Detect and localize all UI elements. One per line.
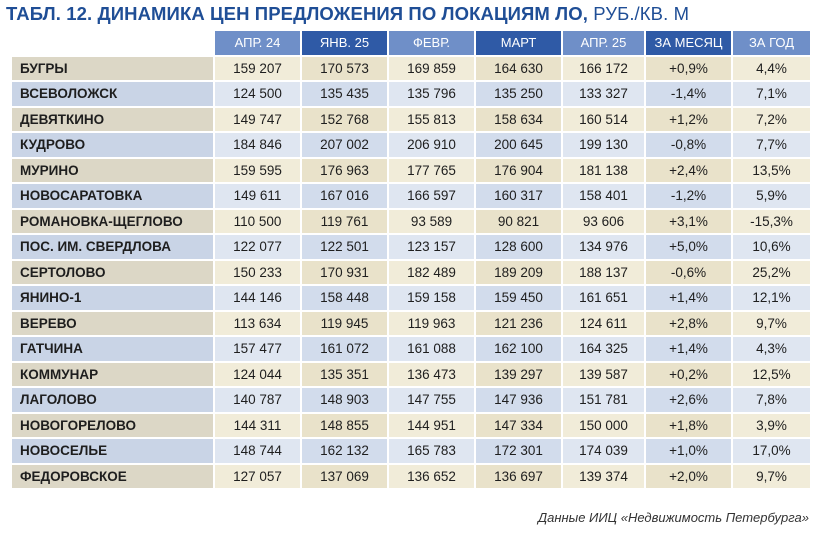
table-row — [12, 108, 811, 132]
value-cell: 124 611 — [563, 312, 644, 336]
table-row — [12, 439, 811, 463]
value-cell: 127 057 — [215, 465, 300, 489]
location-name-cell: ДЕВЯТКИНО — [12, 108, 213, 132]
value-cell: 172 301 — [476, 439, 561, 463]
value-cell: 93 606 — [563, 210, 644, 234]
value-cell: 4,4% — [733, 57, 810, 81]
value-cell: 139 374 — [563, 465, 644, 489]
value-cell: 206 910 — [389, 133, 474, 157]
value-cell: 110 500 — [215, 210, 300, 234]
value-cell: 4,3% — [733, 337, 810, 361]
value-cell: 124 044 — [215, 363, 300, 387]
value-cell: 207 002 — [302, 133, 387, 157]
value-cell: 135 351 — [302, 363, 387, 387]
table-row — [12, 337, 811, 361]
value-cell: 137 069 — [302, 465, 387, 489]
value-cell: 139 297 — [476, 363, 561, 387]
value-cell: 144 146 — [215, 286, 300, 310]
table-row — [12, 184, 811, 208]
value-cell: +2,6% — [646, 388, 731, 412]
value-cell: 150 233 — [215, 261, 300, 285]
value-cell: 148 903 — [302, 388, 387, 412]
value-cell: 13,5% — [733, 159, 810, 183]
value-cell: +2,8% — [646, 312, 731, 336]
table-row — [12, 261, 811, 285]
value-cell: 200 645 — [476, 133, 561, 157]
value-cell: 182 489 — [389, 261, 474, 285]
table-row — [12, 363, 811, 387]
value-cell: 159 207 — [215, 57, 300, 81]
value-cell: 162 132 — [302, 439, 387, 463]
value-cell: 166 597 — [389, 184, 474, 208]
value-cell: 147 755 — [389, 388, 474, 412]
value-cell: 147 936 — [476, 388, 561, 412]
table-row — [12, 159, 811, 183]
value-cell: 161 072 — [302, 337, 387, 361]
value-cell: 184 846 — [215, 133, 300, 157]
location-name-cell: ГАТЧИНА — [12, 337, 213, 361]
value-cell: 135 250 — [476, 82, 561, 106]
value-cell: 119 761 — [302, 210, 387, 234]
value-cell: 150 000 — [563, 414, 644, 438]
column-header-feb: ФЕВР. — [389, 31, 474, 55]
value-cell: 161 088 — [389, 337, 474, 361]
value-cell: 7,8% — [733, 388, 810, 412]
location-name-cell: НОВОСАРАТОВКА — [12, 184, 213, 208]
value-cell: 135 796 — [389, 82, 474, 106]
value-cell: 161 651 — [563, 286, 644, 310]
column-header-year-change: ЗА ГОД — [733, 31, 810, 55]
value-cell: +2,0% — [646, 465, 731, 489]
location-name-cell: ФЕДОРОВСКОЕ — [12, 465, 213, 489]
location-name-cell: ВЕРЕВО — [12, 312, 213, 336]
table-row — [12, 235, 811, 259]
value-cell: 158 448 — [302, 286, 387, 310]
value-cell: +1,2% — [646, 108, 731, 132]
value-cell: 10,6% — [733, 235, 810, 259]
table-title-main: ТАБЛ. 12. ДИНАМИКА ЦЕН ПРЕДЛОЖЕНИЯ ПО ЛОКАЦИЯМ ЛО, — [6, 3, 588, 24]
value-cell: 3,9% — [733, 414, 810, 438]
value-cell: 9,7% — [733, 465, 810, 489]
header-blank-cell — [12, 31, 213, 55]
value-cell: 7,1% — [733, 82, 810, 106]
value-cell: +2,4% — [646, 159, 731, 183]
location-name-cell: НОВОГОРЕЛОВО — [12, 414, 213, 438]
value-cell: 159 158 — [389, 286, 474, 310]
value-cell: 140 787 — [215, 388, 300, 412]
location-name-cell: МУРИНО — [12, 159, 213, 183]
table-title-unit: РУБ./КВ. М — [587, 3, 690, 24]
value-cell: 144 311 — [215, 414, 300, 438]
table-row — [12, 82, 811, 106]
value-cell: 134 976 — [563, 235, 644, 259]
table-row — [12, 286, 811, 310]
location-name-cell: РОМАНОВКА-ЩЕГЛОВО — [12, 210, 213, 234]
value-cell: 133 327 — [563, 82, 644, 106]
value-cell: 181 138 — [563, 159, 644, 183]
value-cell: 176 904 — [476, 159, 561, 183]
value-cell: 158 634 — [476, 108, 561, 132]
column-header-apr25: АПР. 25 — [563, 31, 644, 55]
value-cell: +1,4% — [646, 337, 731, 361]
value-cell: +0,9% — [646, 57, 731, 81]
value-cell: +1,8% — [646, 414, 731, 438]
value-cell: +1,4% — [646, 286, 731, 310]
value-cell: +0,2% — [646, 363, 731, 387]
value-cell: 157 477 — [215, 337, 300, 361]
table-body — [12, 57, 811, 489]
location-name-cell: КОММУНАР — [12, 363, 213, 387]
value-cell: 124 500 — [215, 82, 300, 106]
value-cell: 149 611 — [215, 184, 300, 208]
value-cell: +5,0% — [646, 235, 731, 259]
value-cell: 166 172 — [563, 57, 644, 81]
value-cell: 113 634 — [215, 312, 300, 336]
value-cell: 90 821 — [476, 210, 561, 234]
value-cell: 152 768 — [302, 108, 387, 132]
value-cell: 5,9% — [733, 184, 810, 208]
value-cell: +1,0% — [646, 439, 731, 463]
value-cell: 17,0% — [733, 439, 810, 463]
value-cell: 177 765 — [389, 159, 474, 183]
value-cell: 164 630 — [476, 57, 561, 81]
table-row — [12, 312, 811, 336]
value-cell: 164 325 — [563, 337, 644, 361]
value-cell: 12,1% — [733, 286, 810, 310]
location-name-cell: ЛАГОЛОВО — [12, 388, 213, 412]
value-cell: 121 236 — [476, 312, 561, 336]
value-cell: 123 157 — [389, 235, 474, 259]
value-cell: +3,1% — [646, 210, 731, 234]
location-name-cell: ЯНИНО-1 — [12, 286, 213, 310]
location-name-cell: ПОС. ИМ. СВЕРДЛОВА — [12, 235, 213, 259]
value-cell: 119 945 — [302, 312, 387, 336]
price-table — [12, 31, 811, 490]
value-cell: 160 514 — [563, 108, 644, 132]
table-row — [12, 133, 811, 157]
value-cell: 167 016 — [302, 184, 387, 208]
value-cell: 151 781 — [563, 388, 644, 412]
value-cell: 139 587 — [563, 363, 644, 387]
value-cell: -0,6% — [646, 261, 731, 285]
table-row — [12, 210, 811, 234]
value-cell: 147 334 — [476, 414, 561, 438]
value-cell: 159 595 — [215, 159, 300, 183]
value-cell: 148 744 — [215, 439, 300, 463]
value-cell: 160 317 — [476, 184, 561, 208]
value-cell: 148 855 — [302, 414, 387, 438]
column-header-apr24: АПР. 24 — [215, 31, 300, 55]
value-cell: 165 783 — [389, 439, 474, 463]
value-cell: 170 573 — [302, 57, 387, 81]
value-cell: 136 473 — [389, 363, 474, 387]
table-row — [12, 414, 811, 438]
value-cell: 7,2% — [733, 108, 810, 132]
location-name-cell: БУГРЫ — [12, 57, 213, 81]
location-name-cell: ВСЕВОЛОЖСК — [12, 82, 213, 106]
value-cell: 176 963 — [302, 159, 387, 183]
value-cell: 159 450 — [476, 286, 561, 310]
value-cell: 136 697 — [476, 465, 561, 489]
value-cell: 149 747 — [215, 108, 300, 132]
value-cell: 119 963 — [389, 312, 474, 336]
value-cell: 144 951 — [389, 414, 474, 438]
value-cell: 7,7% — [733, 133, 810, 157]
value-cell: 12,5% — [733, 363, 810, 387]
value-cell: 128 600 — [476, 235, 561, 259]
value-cell: 174 039 — [563, 439, 644, 463]
value-cell: 188 137 — [563, 261, 644, 285]
location-name-cell: СЕРТОЛОВО — [12, 261, 213, 285]
value-cell: 169 859 — [389, 57, 474, 81]
column-header-mar: МАРТ — [476, 31, 561, 55]
value-cell: 25,2% — [733, 261, 810, 285]
value-cell: 158 401 — [563, 184, 644, 208]
value-cell: 135 435 — [302, 82, 387, 106]
value-cell: 162 100 — [476, 337, 561, 361]
value-cell: 155 813 — [389, 108, 474, 132]
value-cell: 136 652 — [389, 465, 474, 489]
table-row — [12, 465, 811, 489]
value-cell: 189 209 — [476, 261, 561, 285]
value-cell: 170 931 — [302, 261, 387, 285]
value-cell: 93 589 — [389, 210, 474, 234]
value-cell: 9,7% — [733, 312, 810, 336]
value-cell: -15,3% — [733, 210, 810, 234]
value-cell: -1,2% — [646, 184, 731, 208]
location-name-cell: КУДРОВО — [12, 133, 213, 157]
table-header-row — [12, 31, 811, 55]
location-name-cell: НОВОСЕЛЬЕ — [12, 439, 213, 463]
value-cell: -1,4% — [646, 82, 731, 106]
table-row — [12, 57, 811, 81]
value-cell: 122 077 — [215, 235, 300, 259]
table-title — [6, 2, 689, 26]
column-header-month-change: ЗА МЕСЯЦ — [646, 31, 731, 55]
value-cell: 199 130 — [563, 133, 644, 157]
value-cell: 122 501 — [302, 235, 387, 259]
source-note: Данные ИИЦ «Недвижимость Петербурга» — [537, 510, 809, 525]
value-cell: -0,8% — [646, 133, 731, 157]
table-row — [12, 388, 811, 412]
column-header-jan25: ЯНВ. 25 — [302, 31, 387, 55]
